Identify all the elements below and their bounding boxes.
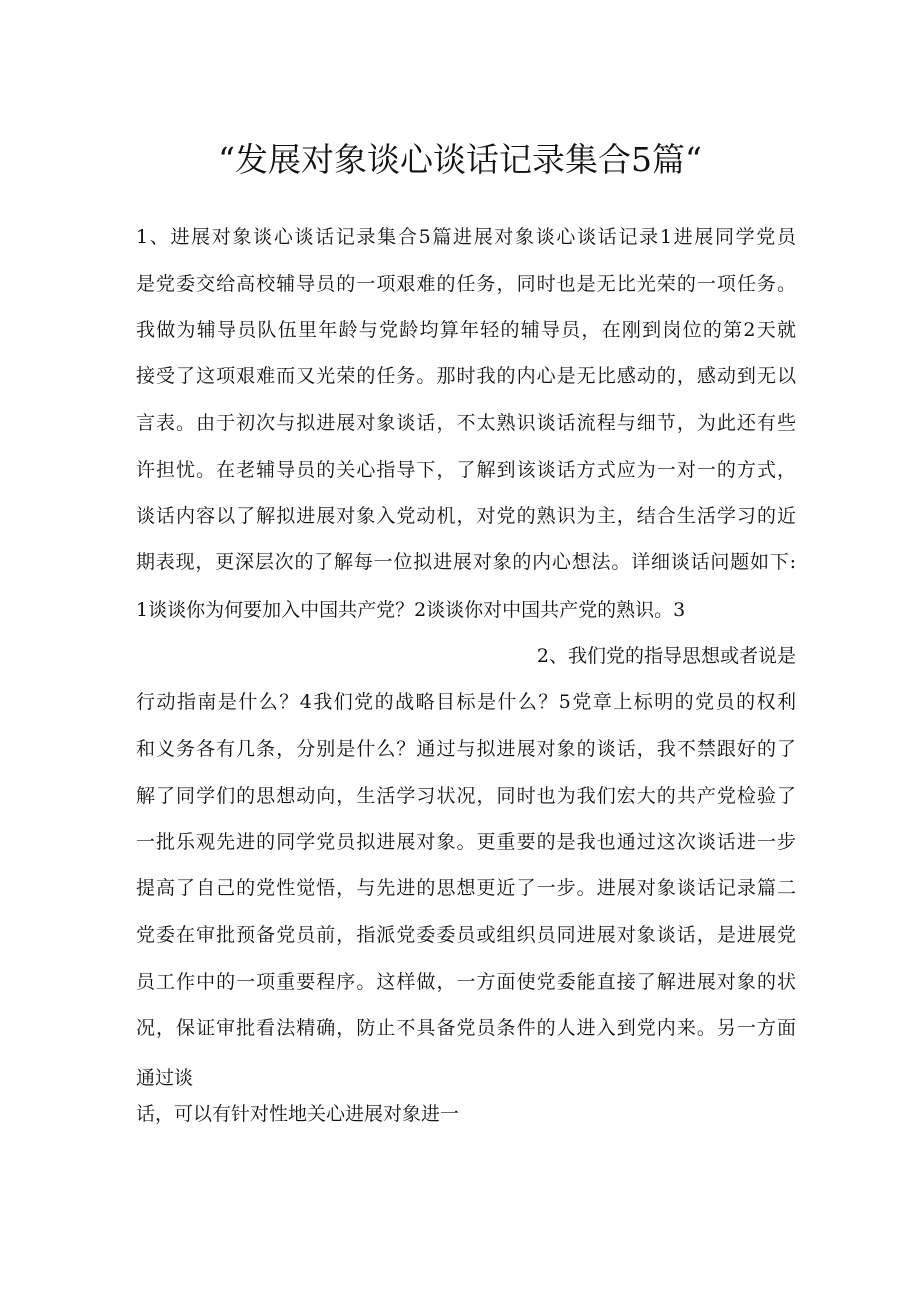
paragraph-line-13: 解了同学们的思想动向，生活学习状况，同时也为我们宏大的共产党检验了 — [136, 785, 796, 807]
paragraph-line-4: 接受了这项艰难而又光荣的任务。那时我的内心是无比感动的，感动到无以 — [136, 365, 796, 387]
paragraph-line-11: 行动指南是什么？4我们党的战略目标是什么？5党章上标明的党员的权利 — [136, 691, 796, 713]
paragraph-line-14: 一批乐观先进的同学党员拟进展对象。更重要的是我也通过这次谈话进一步 — [136, 831, 796, 853]
paragraph-line-9: 1谈谈你为何要加入中国共产党？2谈谈你对中国共产党的熟识。3 — [136, 599, 686, 621]
paragraph-line-12: 和义务各有几条，分别是什么？通过与拟进展对象的谈话，我不禁跟好的了 — [136, 738, 796, 760]
paragraph-line-3: 我做为辅导员队伍里年龄与党龄均算年轻的辅导员，在刚到岗位的第2天就 — [136, 319, 796, 341]
paragraph-line-6: 许担忧。在老辅导员的关心指导下，了解到该谈话方式应为一对一的方式， — [136, 459, 796, 481]
paragraph-line-16: 党委在审批预备党员前，指派党委委员或组织员同进展对象谈话，是进展党 — [136, 924, 796, 946]
paragraph-line-18: 况，保证审批看法精确，防止不具备党员条件的人进入到党内来。另一方面 — [136, 1017, 796, 1039]
paragraph-line-19: 通过谈 — [136, 1067, 194, 1089]
paragraph-line-7: 谈话内容以了解拟进展对象入党动机，对党的熟识为主，结合生活学习的近 — [136, 505, 796, 527]
paragraph-line-5: 言表。由于初次与拟进展对象谈话，不太熟识谈话流程与细节，为此还有些 — [136, 412, 796, 434]
paragraph-line-17: 员工作中的一项重要程序。这样做，一方面使党委能直接了解进展对象的状 — [136, 971, 796, 993]
paragraph-line-10: 2、我们党的指导思想或者说是 — [536, 645, 796, 667]
document-title: “发展对象谈心谈话记录集合5篇“ — [218, 140, 702, 179]
paragraph-line-1: 1、进展对象谈心谈话记录集合5篇进展对象谈心谈话记录1进展同学党员 — [136, 226, 796, 248]
paragraph-line-15: 提高了自己的党性觉悟，与先进的思想更近了一步。进展对象谈话记录篇二 — [136, 877, 796, 899]
paragraph-line-8: 期表现，更深层次的了解每一位拟进展对象的内心想法。详细谈话问题如下: — [136, 551, 796, 573]
paragraph-line-2: 是党委交给高校辅导员的一项艰难的任务，同时也是无比光荣的一项任务。 — [136, 273, 796, 295]
paragraph-line-20: 话，可以有针对性地关心进展对象进一 — [136, 1103, 460, 1125]
